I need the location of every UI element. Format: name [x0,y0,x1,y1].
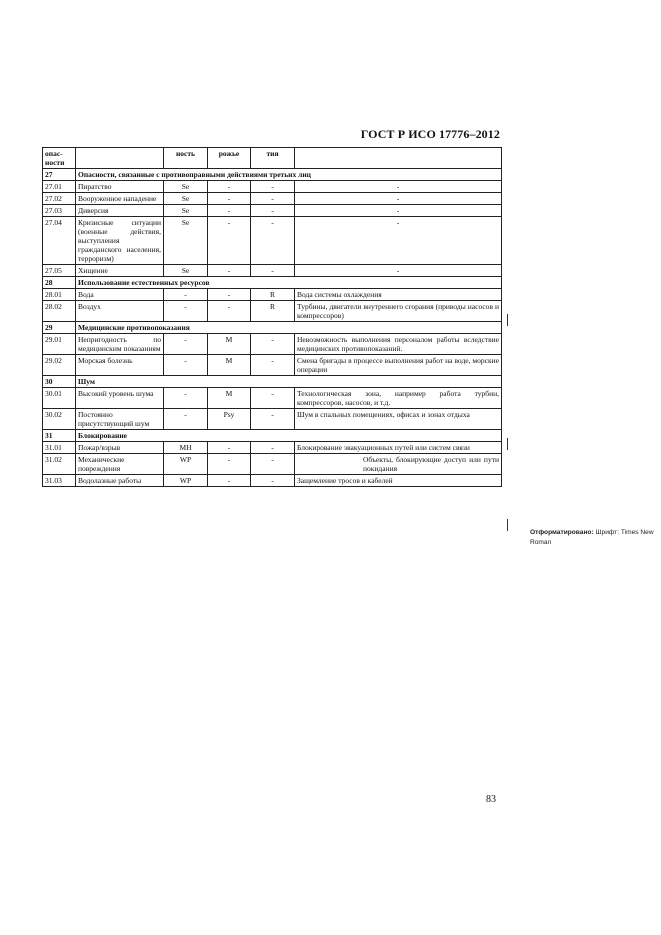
row-col4: - [208,289,251,301]
section-row [43,169,502,181]
row-code: 30.02 [43,409,76,430]
row-col3: WP [164,454,208,475]
row-col6: Шум в спальных помещениях, офисах и зонах отдыха [295,409,502,430]
section-title: Медицинские противопоказания [76,322,502,334]
row-col3: WP [164,475,208,487]
row-col4: Psy [208,409,251,430]
row-name: Пожар/взрыв [76,442,164,454]
row-name: Вода [76,289,164,301]
row-col6: Вода системы охлаждения [295,289,502,301]
table-row [43,475,502,487]
row-col3: - [164,289,208,301]
row-code: 29.01 [43,334,76,355]
row-name: Хищение [76,265,164,277]
section-code: 28 [43,277,76,289]
section-title: Шум [76,376,502,388]
row-name: Воздух [76,301,164,322]
row-name: Высокий уровень шума [76,388,164,409]
table-row [43,442,502,454]
row-name: Диверсия [76,205,164,217]
row-col6: Технологическая зона, например работа турбин, компрессоров, насосов, и т.д. [295,388,502,409]
format-comment[interactable] [530,528,658,548]
row-code: 31.03 [43,475,76,487]
change-bar [507,438,508,450]
row-col4: M [208,355,251,376]
table-row [43,265,502,277]
row-col4: M [208,388,251,409]
standard-header: ГОСТ Р ИСО 17776–2012 [360,127,500,141]
format-comment-text: Шрифт: Times New Roman [530,529,654,546]
table-row [43,289,502,301]
row-col4: - [208,475,251,487]
table-row [43,334,502,355]
table-row [43,301,502,322]
section-title: Блокирование [76,430,502,442]
header-name [76,148,164,169]
table-row [43,388,502,409]
row-name: Вооруженное нападение [76,193,164,205]
header-col3: ность [164,148,208,169]
row-col3: Se [164,193,208,205]
row-name: Постоянно присутствующий шум [76,409,164,430]
row-col3: MH [164,442,208,454]
section-row [43,322,502,334]
header-code: опас- ности [43,148,76,169]
row-col4: - [208,265,251,277]
section-code: 29 [43,322,76,334]
row-col6: Объекты, блокирующие доступ или пути покидания [295,454,502,475]
row-col6: Блокирование эвакуационных путей или систем связи [295,442,502,454]
row-col5: - [251,388,295,409]
row-col5: R [251,301,295,322]
row-name: Непригодность по медицинским показаниям [76,334,164,355]
row-code: 27.02 [43,193,76,205]
row-col6: Невозможность выполнения персоналом работы вследствие медицинских противопоказаний. [295,334,502,355]
row-code: 27.01 [43,181,76,193]
row-code: 28.01 [43,289,76,301]
row-code: 27.03 [43,205,76,217]
table-header-row [43,148,502,169]
row-col5: - [251,193,295,205]
section-title: Опасности, связанные с противоправными действиями третьих лиц [76,169,502,181]
row-col5: - [251,355,295,376]
row-code: 31.02 [43,454,76,475]
row-col5: R [251,289,295,301]
row-col4: - [208,205,251,217]
table-row [43,181,502,193]
section-code: 30 [43,376,76,388]
row-col5: - [251,205,295,217]
section-row [43,277,502,289]
section-code: 31 [43,430,76,442]
row-col3: Se [164,217,208,265]
row-code: 29.02 [43,355,76,376]
table-row [43,205,502,217]
row-col3: Se [164,205,208,217]
row-col5: - [251,454,295,475]
row-col4: - [208,442,251,454]
format-comment-label: Отформатировано: [530,529,594,536]
row-col5: - [251,334,295,355]
row-col6: - [295,265,502,277]
row-name: Морская болезнь [76,355,164,376]
row-col4: - [208,217,251,265]
row-col3: - [164,388,208,409]
header-col5: тия [251,148,295,169]
table-row [43,355,502,376]
row-code: 27.05 [43,265,76,277]
row-col4: - [208,193,251,205]
row-code: 31.01 [43,442,76,454]
row-col4: - [208,301,251,322]
row-col6: - [295,181,502,193]
row-col3: - [164,355,208,376]
row-col4: - [208,454,251,475]
row-name: Кризисные ситуации (военные действия, выступления гражданского населения, терроризм) [76,217,164,265]
row-name: Водолазные работы [76,475,164,487]
section-row [43,430,502,442]
row-name: Пиратство [76,181,164,193]
row-col3: Se [164,181,208,193]
change-bar [507,519,508,531]
row-name: Механические повреждения [76,454,164,475]
row-col5: - [251,409,295,430]
row-code: 28.02 [43,301,76,322]
table-row [43,193,502,205]
row-col5: - [251,442,295,454]
row-code: 27.04 [43,217,76,265]
row-col6: Турбины, двигатели внутреннего сгорания (приводы насосов и компрессоров) [295,301,502,322]
row-col4: - [208,181,251,193]
change-bar [507,314,508,326]
hazard-table [42,147,502,487]
table-row [43,217,502,265]
row-col3: - [164,334,208,355]
row-col3: Se [164,265,208,277]
row-col6: - [295,217,502,265]
table-row [43,409,502,430]
header-col6 [295,148,502,169]
header-col4: рожье [208,148,251,169]
row-code: 30.01 [43,388,76,409]
row-col3: - [164,301,208,322]
row-col5: - [251,181,295,193]
section-title: Использование естественных ресурсов [76,277,502,289]
section-row [43,376,502,388]
row-col6: - [295,205,502,217]
row-col6: - [295,193,502,205]
row-col4: M [208,334,251,355]
row-col6: Защемление тросов и кабелей [295,475,502,487]
row-col5: - [251,265,295,277]
section-code: 27 [43,169,76,181]
row-col5: - [251,475,295,487]
row-col5: - [251,217,295,265]
table-row [43,454,502,475]
row-col3: - [164,409,208,430]
page-number: 83 [486,794,496,805]
row-col6: Смена бригады в процессе выполнения работ на воде, морские операции [295,355,502,376]
